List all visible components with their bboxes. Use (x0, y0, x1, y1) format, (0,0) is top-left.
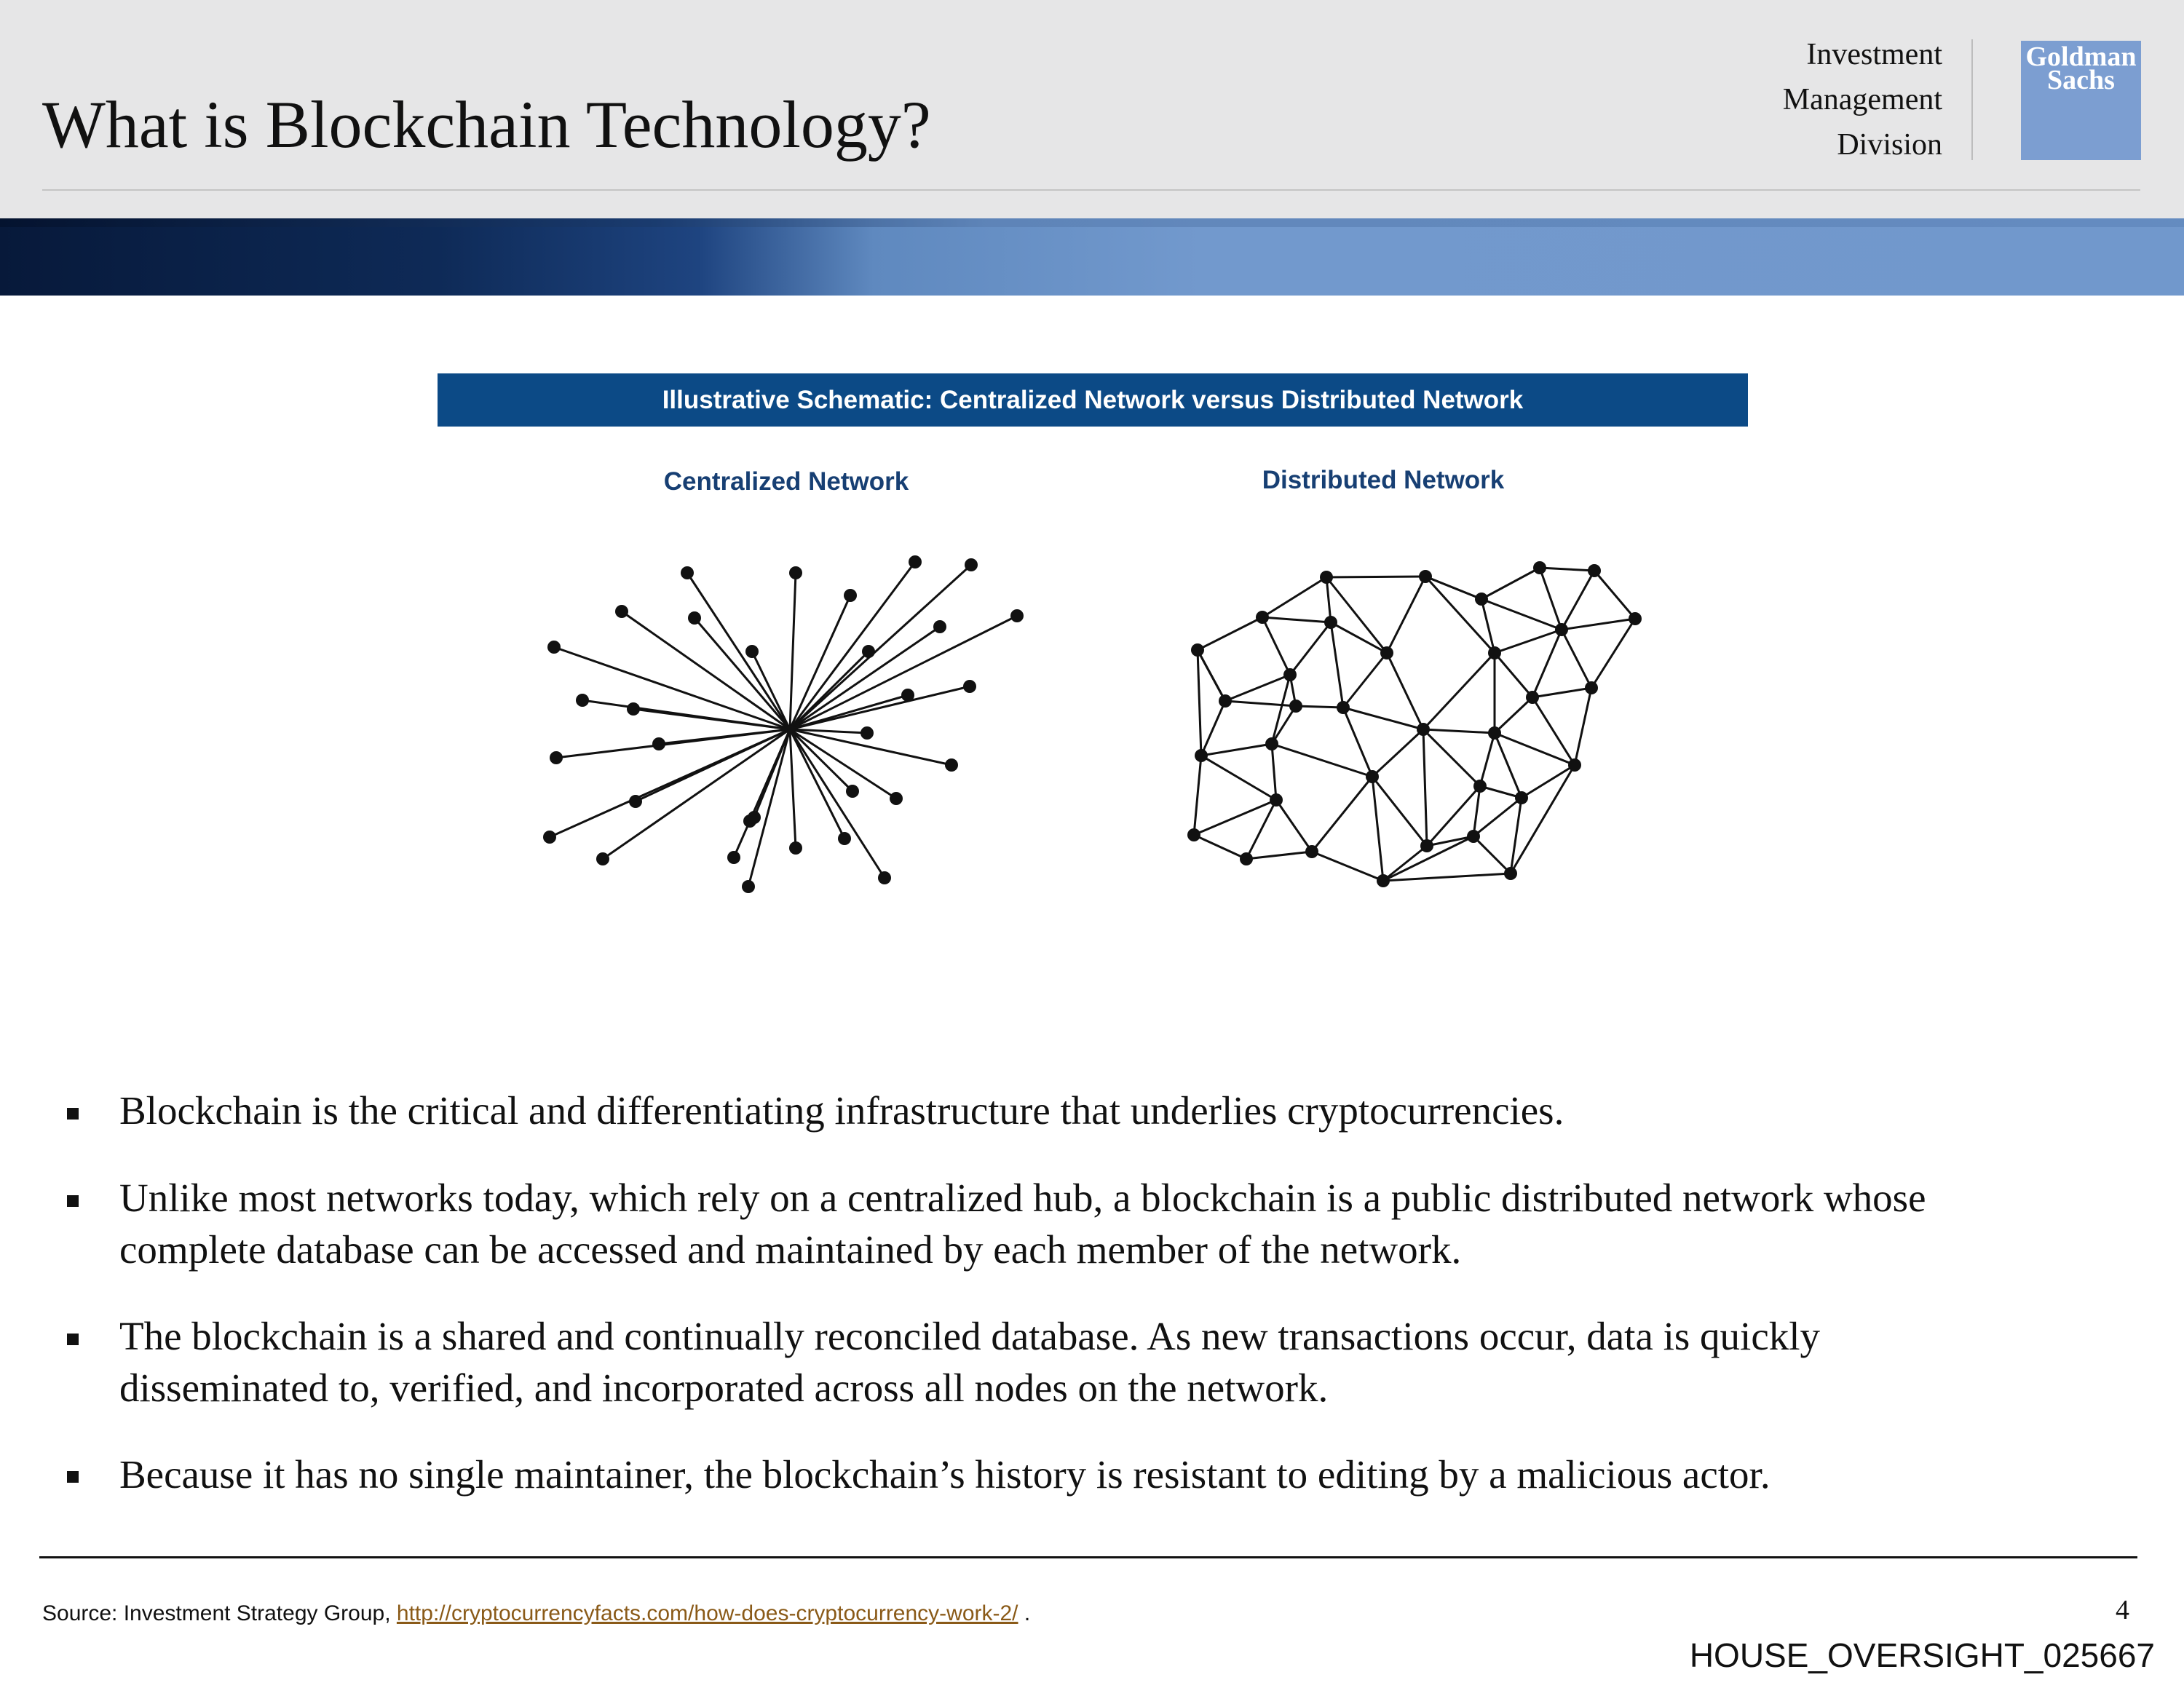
mesh-link (1532, 630, 1562, 697)
spoke-line (790, 565, 971, 729)
spoke-line (790, 729, 796, 848)
network-node (629, 795, 642, 808)
bullet-item-1 (119, 1085, 2085, 1136)
network-node (909, 555, 922, 568)
network-node (745, 645, 759, 658)
network-node (933, 620, 946, 633)
mesh-link (1331, 622, 1387, 653)
footer-rule (39, 1556, 2137, 1558)
bullet-3-line-2: disseminated to, verified, and incorporated across all nodes on the network. (119, 1366, 1329, 1410)
goldman-sachs-logo (2021, 41, 2141, 160)
mesh-link (1522, 765, 1575, 798)
mesh-link (1326, 577, 1331, 622)
header-rule (42, 189, 2140, 191)
mesh-link (1562, 619, 1635, 630)
mesh-link (1272, 744, 1372, 777)
mesh-link (1262, 617, 1331, 622)
source-link[interactable]: http://cryptocurrencyfacts.com/how-does-cryptocurrency-work-2/ (396, 1601, 1018, 1625)
network-node (846, 785, 859, 798)
hub-node (786, 725, 794, 734)
mesh-link (1326, 576, 1425, 577)
network-node (1289, 700, 1302, 713)
spoke-line (790, 729, 852, 791)
mesh-link (1198, 650, 1225, 701)
network-node (1240, 852, 1253, 865)
network-node (1010, 609, 1024, 622)
mesh-link (1372, 729, 1423, 777)
mesh-link (1198, 617, 1262, 650)
bullet-item-2 (119, 1172, 2085, 1275)
mesh-link (1262, 617, 1290, 675)
network-node (1283, 668, 1297, 681)
network-node (1380, 646, 1393, 659)
mesh-link (1387, 653, 1423, 729)
mesh-link (1423, 729, 1495, 733)
network-node (652, 737, 665, 750)
mesh-link (1194, 756, 1201, 835)
network-node (688, 611, 701, 625)
network-node (1195, 749, 1208, 762)
network-node (878, 871, 891, 884)
network-node (1515, 791, 1528, 804)
mesh-link (1495, 630, 1562, 653)
mesh-link (1246, 852, 1312, 859)
mesh-link (1540, 568, 1562, 630)
division-name (1783, 32, 1942, 167)
header-gradient-band (0, 218, 2184, 296)
network-node (627, 702, 640, 716)
header-gradient-band-edge (0, 218, 2184, 227)
network-node (890, 792, 903, 805)
network-node (1473, 780, 1487, 793)
network-node (1475, 593, 1488, 606)
mesh-link (1246, 800, 1276, 859)
mesh-link (1276, 800, 1312, 852)
mesh-link (1562, 571, 1594, 630)
network-node (1324, 616, 1337, 629)
distributed-network-label: Distributed Network (1262, 466, 1505, 494)
spoke-line (790, 573, 796, 729)
network-node (1320, 571, 1333, 584)
network-node (1305, 845, 1318, 858)
network-node (550, 751, 563, 764)
network-node (1256, 611, 1269, 624)
network-node (1270, 793, 1283, 807)
logo-line-2: Sachs (2047, 65, 2115, 95)
bullet-marker (67, 1334, 79, 1345)
network-node (965, 558, 978, 571)
mesh-link (1225, 701, 1296, 706)
mesh-link (1425, 576, 1481, 599)
page-number: 4 (2116, 1595, 2129, 1625)
network-node (1265, 737, 1278, 750)
mesh-link (1372, 777, 1427, 846)
source-note (42, 1601, 1030, 1626)
network-node (901, 689, 914, 702)
division-line-1: Investment (1806, 38, 1942, 71)
centralized-network-label: Centralized Network (663, 467, 909, 496)
mesh-link (1201, 744, 1272, 756)
document-stamp: HOUSE_OVERSIGHT_025667 (1689, 1636, 2155, 1674)
network-node (727, 851, 740, 864)
network-node (838, 832, 851, 845)
bullet-item-4 (119, 1449, 2085, 1500)
mesh-link (1473, 836, 1511, 873)
mesh-link (1372, 777, 1383, 881)
network-node (1533, 561, 1546, 574)
network-node (860, 726, 874, 740)
mesh-link (1540, 568, 1594, 571)
division-line-3: Division (1837, 128, 1942, 162)
mesh-link (1312, 852, 1383, 881)
bullet-marker (67, 1471, 79, 1483)
schematic-title: Illustrative Schematic: Centralized Network versus Distributed Network (438, 373, 1748, 427)
network-node (543, 831, 556, 844)
mesh-link (1262, 577, 1326, 617)
network-node (742, 880, 755, 893)
network-node (862, 645, 875, 658)
spoke-line (790, 616, 1017, 729)
mesh-link (1201, 756, 1276, 800)
mesh-link (1272, 675, 1290, 744)
mesh-link (1423, 653, 1495, 729)
mesh-link (1562, 630, 1591, 688)
source-suffix: . (1018, 1601, 1031, 1625)
mesh-link (1331, 622, 1343, 708)
distributed-network-diagram (1165, 539, 1674, 903)
logo-text (2021, 41, 2141, 95)
mesh-link (1296, 706, 1343, 708)
bullet-4-line-1: Because it has no single maintainer, the blockchain’s history is resistant to editing by a malicious actor. (119, 1452, 1770, 1497)
spoke-line (790, 729, 896, 799)
network-node (681, 566, 694, 579)
network-node (1337, 701, 1350, 714)
page-title: What is Blockchain Technology? (42, 87, 931, 162)
network-node (615, 605, 628, 618)
mesh-link (1473, 798, 1522, 836)
mesh-link (1423, 729, 1480, 786)
header-divider (1971, 39, 1973, 160)
bullet-3-line-1: The blockchain is a shared and continually reconciled database. As new transactions occur, data is quickly (119, 1314, 1821, 1358)
network-node (844, 589, 857, 602)
mesh-link (1575, 688, 1591, 765)
spoke-line (687, 573, 790, 729)
network-node (1366, 770, 1379, 783)
network-node (963, 680, 976, 693)
network-node (1377, 874, 1390, 887)
mesh-link (1383, 873, 1511, 881)
mesh-link (1591, 619, 1635, 688)
network-node (1588, 564, 1601, 577)
network-node (945, 758, 958, 772)
mesh-link (1343, 653, 1387, 708)
spoke-line (790, 729, 844, 839)
network-node (1585, 681, 1598, 694)
centralized-network-diagram (510, 539, 1063, 917)
spoke-line (790, 729, 885, 878)
mesh-link (1343, 708, 1372, 777)
mesh-link (1495, 653, 1532, 697)
network-node (1488, 646, 1501, 659)
network-node (596, 852, 609, 865)
mesh-link (1532, 697, 1575, 765)
network-node (1488, 726, 1501, 740)
bullet-marker (67, 1108, 79, 1120)
bullet-2-line-2: complete database can be accessed and maintained by each member of the network. (119, 1227, 1462, 1272)
network-node (1417, 723, 1430, 736)
mesh-link (1481, 599, 1562, 630)
bullet-marker (67, 1195, 79, 1207)
network-node (1568, 758, 1581, 772)
mesh-link (1272, 744, 1276, 800)
network-node (1219, 694, 1232, 708)
mesh-link (1343, 708, 1423, 729)
logo-line-1: Goldman (2025, 41, 2137, 72)
network-node (1191, 643, 1204, 657)
mesh-link (1423, 729, 1427, 846)
mesh-link (1511, 765, 1575, 873)
bullet-2-line-1: Unlike most networks today, which rely on a centralized hub, a blockchain is a public distributed network whose (119, 1176, 1926, 1220)
network-node (789, 566, 802, 579)
mesh-link (1481, 568, 1540, 599)
mesh-link (1480, 733, 1495, 786)
mesh-link (1194, 800, 1276, 835)
mesh-link (1387, 576, 1425, 653)
bullet-item-3 (119, 1310, 2085, 1414)
network-node (1187, 828, 1200, 841)
network-node (748, 811, 761, 824)
network-node (547, 641, 561, 654)
mesh-link (1594, 571, 1635, 619)
network-node (1467, 830, 1480, 843)
network-node (1629, 612, 1642, 625)
mesh-link (1326, 577, 1387, 653)
network-node (1504, 867, 1517, 880)
network-node (1555, 623, 1568, 636)
mesh-link (1495, 697, 1532, 733)
source-prefix: Source: Investment Strategy Group, (42, 1601, 397, 1625)
mesh-link (1225, 675, 1290, 701)
network-node (1420, 839, 1433, 852)
network-node (789, 841, 802, 855)
mesh-link (1312, 777, 1372, 852)
division-line-2: Management (1782, 83, 1942, 116)
mesh-link (1194, 835, 1246, 859)
mesh-link (1201, 701, 1225, 756)
mesh-link (1532, 688, 1591, 697)
mesh-link (1272, 706, 1296, 744)
mesh-link (1198, 650, 1201, 756)
network-node (1526, 691, 1539, 704)
mesh-link (1290, 622, 1331, 675)
network-node (576, 694, 589, 707)
network-node (1419, 570, 1432, 583)
bullet-1-line-1: Blockchain is the critical and differentiating infrastructure that underlies cryptocurrencies. (119, 1088, 1564, 1133)
